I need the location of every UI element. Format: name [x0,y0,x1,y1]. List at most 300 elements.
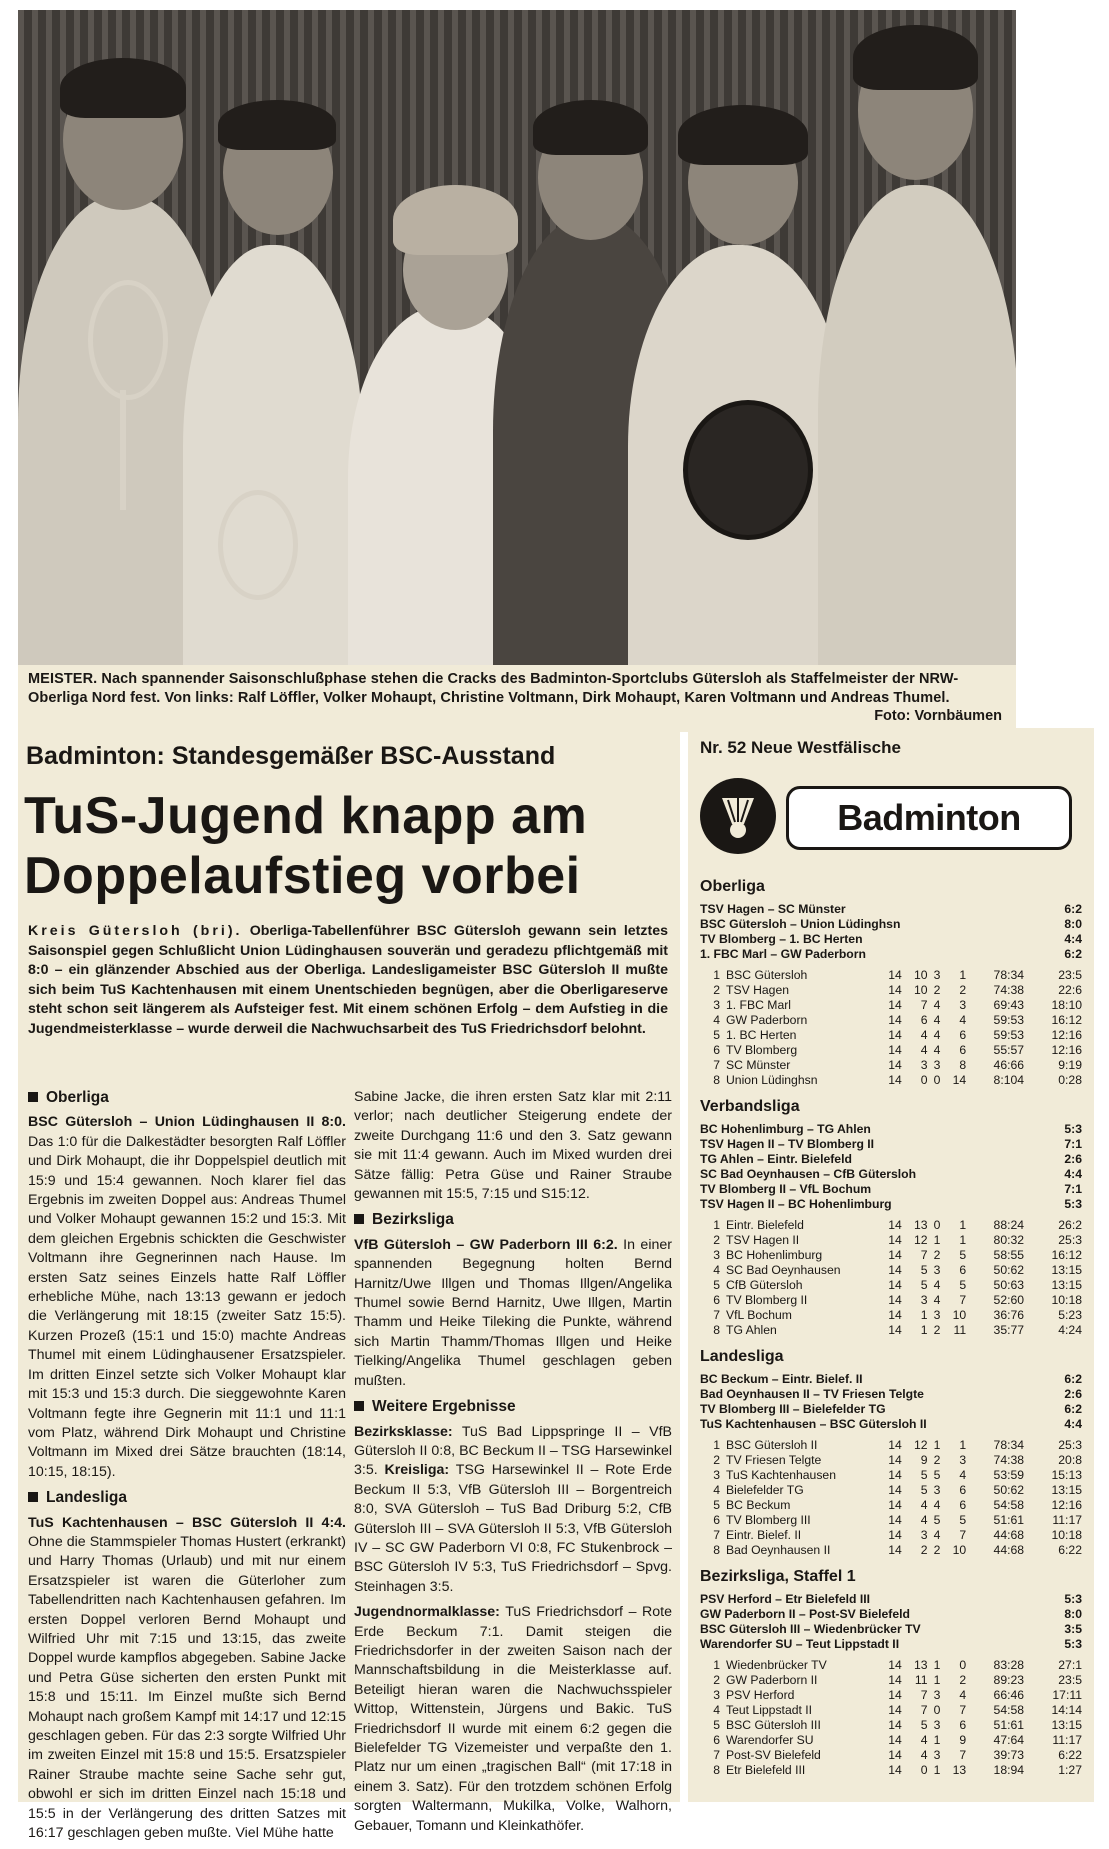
stat-cell: 5 [933,1468,941,1482]
badminton-title: Badminton [786,786,1072,850]
team-name: TV Friesen Telgte [726,1453,822,1467]
standings-row [700,1673,1082,1688]
stat-cell: 50:62 [993,1483,1025,1497]
shuttlecock-icon [700,778,776,854]
match-teams: BC Hohenlimburg – TG Ahlen [700,1122,871,1136]
stat-cell: 4 [920,1043,928,1057]
stat-cell: 50:62 [993,1263,1025,1277]
stat-cell: 20:8 [1058,1453,1082,1467]
badminton-logo [700,778,1076,854]
stat-cell: 1 [959,1218,967,1232]
team-name: CfB Gütersloh [726,1278,803,1292]
stat-cell: 0 [933,1073,941,1087]
match-score: 6:2 [1064,902,1082,916]
team-name: TV Blomberg III [726,1513,811,1527]
match-results [700,902,1082,962]
match-teams: TSV Hagen – SC Münster [700,902,846,916]
match-row [700,1592,1082,1607]
stat-cell: 4 [920,1498,928,1512]
stat-cell: 14 [888,1543,902,1557]
match-teams: TG Ahlen – Eintr. Bielefeld [700,1152,852,1166]
stat-cell: 4 [933,1498,941,1512]
article-column-2 [354,1088,672,1842]
match-row [700,902,1082,917]
match-score: 6:2 [1064,1372,1082,1386]
stat-cell: 11:17 [1052,1733,1082,1747]
stat-cell: 55:57 [993,1043,1025,1057]
stat-cell: 14 [888,983,902,997]
match-teams: SC Bad Oeynhausen – CfB Gütersloh [700,1167,917,1181]
team-name: TSV Hagen [726,983,790,997]
stat-cell: 88:24 [993,1218,1025,1232]
player-hair [218,100,336,150]
match-teams: TV Blomberg – 1. BC Herten [700,932,863,946]
dateline: Kreis Gütersloh (bri). [28,923,243,939]
stat-cell: 2 [959,983,967,997]
stat-cell: 6 [959,1718,967,1732]
badminton-racket-icon [218,490,298,600]
rank: 2 [713,1673,720,1687]
standings-row [700,1658,1082,1673]
stat-cell: 3 [920,1058,928,1072]
rank: 3 [713,1248,720,1262]
league-tables [700,868,1082,1778]
match-score: 8:0 [1064,1607,1082,1621]
stat-cell: 10 [952,1308,967,1322]
stat-cell: 12:16 [1051,1498,1082,1512]
match-row [700,1637,1082,1652]
match-teams: TSV Hagen II – TV Blomberg II [700,1137,875,1151]
stat-cell: 8:104 [993,1073,1025,1087]
match-score: 8:0 [1064,917,1082,931]
section-paragraph: TuS Kachtenhausen – BSC Gütersloh II 4:4. Ohne die Stammspieler Thomas Hustert (erkrankt) und Harry Thomas (Urlaub) und mit nur einem Ersatzspieler ist waren die Güterloher zum Tabellendritten nach Kachtenhausen gefahren. Im ersten Doppel verloren Bernd Mohaupt und Wilfried Uhr mit 7:15 und 13:15, das zweite Doppel wurde kampflos abgegeben. Sabine Jacke und Petra Güse sicherten den ersten Punkt mit 15:8 und 15:11. Im Einzel mußte sich Bernd Mohaupt nach großem Kampf mit 14:17 und 12:15 geschlagen geben. Für das 2:3 sorgte Wilfried Uhr im zweiten Einzel mit 15:8 und 15:5. Ersatzspieler Rainer Straube machte seine Sache sehr gut, obwohl er sich im dritten Einzel nach 15:18 und 15:5 in der Verlängerung des dritten Satzes mit 16:17 geschlagen geben mußte. Viel Mühe hatte [28,1514,346,1842]
rank: 5 [713,1028,720,1042]
stat-cell: 69:43 [993,998,1025,1012]
stat-cell: 2 [933,1453,941,1467]
match-score: 7:1 [1064,1137,1082,1151]
section-heading: Bezirksliga [354,1210,672,1229]
stat-cell: 14 [888,1263,902,1277]
rank: 3 [713,1468,720,1482]
stat-cell: 14 [888,1453,902,1467]
stat-cell: 14 [888,1483,902,1497]
rank: 4 [713,1263,720,1277]
team-name: BSC Gütersloh II [726,1438,818,1452]
stat-cell: 66:46 [993,1688,1025,1702]
league-heading: Verbandsliga [700,1098,800,1115]
player-hair [678,105,808,165]
match-score: 6:2 [1064,947,1082,961]
match-row [700,1622,1082,1637]
stat-cell: 4 [920,1513,928,1527]
stat-cell: 0 [920,1763,928,1777]
standings-row [700,1013,1082,1028]
stat-cell: 3 [933,1483,941,1497]
stat-cell: 14 [888,1218,902,1232]
stat-cell: 4 [959,1468,967,1482]
match-result: VfB Gütersloh – GW Paderborn III 6:2. [354,1236,618,1253]
stat-cell: 1 [959,1233,967,1247]
league-heading: Landesliga [700,1348,784,1365]
stat-cell: 13 [952,1763,967,1777]
standings-row [700,1703,1082,1718]
section-heading: Oberliga [28,1088,346,1107]
stat-cell: 50:63 [993,1278,1025,1292]
team-name: PSV Herford [726,1688,795,1702]
section-paragraph: Bezirksklasse: TuS Bad Lippspringe II – VfB Gütersloh II 0:8, BC Beckum II – TSG Harsewinkel 3:5. Kreisliga: TSG Harsewinkel II – Rote Erde Beckum II 5:3, VfB Gütersloh III – Borgentreich 8:0, SVA Gütersloh – TuS Bad Driburg 5:2, CfB Gütersloh III – SVA Gütersloh II 5:3, VfB Gütersloh IV – SC GW Paderborn VI 0:8, FC Stukenbrock – BSC Gütersloh IV 5:3, TuS Friedrichsdorf – Spvg. Steinhagen 3:5. [354,1423,672,1595]
match-row [700,1607,1082,1622]
stat-cell: 11:17 [1052,1513,1082,1527]
stat-cell: 4 [920,1733,928,1747]
match-row [700,1137,1082,1152]
standings-row [700,1543,1082,1558]
rank: 5 [713,1718,720,1732]
stat-cell: 7 [920,1248,928,1262]
team-name: Etr Bielefeld III [726,1763,806,1777]
stat-cell: 59:53 [993,1013,1025,1027]
stat-cell: 14 [888,1658,902,1672]
stat-cell: 2 [933,1248,941,1262]
standings-row [700,1438,1082,1453]
stat-cell: 10 [913,968,928,982]
stat-cell: 10 [913,983,928,997]
match-teams: 1. FBC Marl – GW Paderborn [700,947,866,961]
stat-cell: 1 [933,1733,941,1747]
league-heading: Oberliga [700,878,765,895]
article-headline: TuS-Jugend knapp am Doppelaufstieg vorbei [24,787,588,905]
stat-cell: 3 [933,1688,941,1702]
stat-cell: 78:34 [993,968,1025,982]
player-hair [533,100,648,155]
stat-cell: 51:61 [993,1718,1025,1732]
match-row [700,947,1082,962]
stat-cell: 8 [959,1058,967,1072]
rank: 8 [713,1763,720,1777]
square-bullet-icon [354,1401,364,1411]
match-teams: BSC Gütersloh – Union Lüdinghsn [700,917,901,931]
standings-row [700,1073,1082,1088]
league-heading: Bezirksliga, Staffel 1 [700,1568,856,1585]
stat-cell: 1 [933,1673,941,1687]
match-score: 5:3 [1064,1122,1082,1136]
stat-cell: 4 [959,1688,967,1702]
stat-cell: 4:24 [1058,1323,1082,1337]
stat-cell: 14 [888,1278,902,1292]
match-score: 4:4 [1064,1417,1082,1431]
stat-cell: 4 [933,1028,941,1042]
results-panel [688,728,1094,1802]
stat-cell: 14 [888,1718,902,1732]
stat-cell: 5:23 [1058,1308,1082,1322]
standings-row [700,1733,1082,1748]
standings-row [700,983,1082,998]
standings-row [700,1483,1082,1498]
stat-cell: 44:68 [993,1543,1025,1557]
stat-cell: 14 [888,1528,902,1542]
stat-cell: 10:18 [1051,1528,1082,1542]
match-score: 3:5 [1064,1622,1082,1636]
stat-cell: 58:55 [993,1248,1025,1262]
stat-cell: 54:58 [993,1703,1025,1717]
stat-cell: 80:32 [993,1233,1025,1247]
team-name: VfL Bochum [726,1308,792,1322]
section-paragraph: BSC Gütersloh – Union Lüdinghausen II 8:0. Das 1:0 für die Dalkestädter besorgten Ralf Löffler und Dirk Mohaupt, die ihr Doppelspiel deutlich mit 15:9 und 15:4 gewannen. Noch klarer fiel das Ergebnis im zweiten Doppel aus: Andreas Thumel und Volker Mohaupt gewannen 15:2 und 15:3. Mit dem gleichen Ergebnis schickten die Geschwister Voltmann ihre Gegnerinnen nach Hause. Im ersten Satz seines Einzels hatte Ralf Löffler erhebliche Mühe, nach 13:13 gewann er jedoch die Verlängerung mit 18:15 (zweiter Satz 15:5). Kurzen Prozeß (15:1 und 15:0) machte Andreas Thumel mit einem Lüdinghausener Ersatzspieler. Im dritten Einzel setzte sich Volker Mohaupt klar mit 15:3 und 15:3 durch. Die sieggewohnte Karen Voltmann fegte ihre Gegnerin mit 11:1 und 11:1 vom Platz, während Dirk Mohaupt und Christine Voltmann im Mixed drei Sätze brauchten (18:14, 10:15, 18:15). [28,1114,346,1480]
stat-cell: 7 [959,1528,967,1542]
stat-cell: 1 [920,1308,928,1322]
stat-cell: 4 [933,1293,941,1307]
article-column-1 [28,1088,346,1849]
match-row [700,1417,1082,1432]
stat-cell: 18:10 [1051,998,1082,1012]
stat-cell: 12:16 [1051,1043,1082,1057]
team-name: BC Hohenlimburg [726,1248,823,1262]
standings-row [700,1218,1082,1233]
stat-cell: 5 [920,1718,928,1732]
stat-cell: 14 [888,1438,902,1452]
stat-cell: 14 [888,1248,902,1262]
stat-cell: 14 [888,1733,902,1747]
standings-row [700,1248,1082,1263]
match-score: 5:3 [1064,1197,1082,1211]
stat-cell: 7 [959,1703,967,1717]
rank: 2 [713,1453,720,1467]
stat-cell: 14 [888,968,902,982]
match-row [700,1387,1082,1402]
team-name: TV Blomberg II [726,1293,808,1307]
stat-cell: 2 [920,1543,928,1557]
team-name: TV Blomberg [726,1043,798,1057]
match-row [700,932,1082,947]
standings-row [700,1293,1082,1308]
stat-cell: 5 [959,1248,967,1262]
stat-cell: 23:5 [1058,1673,1082,1687]
standings-table [700,1218,1082,1338]
standings-row [700,1028,1082,1043]
stat-cell: 0 [933,1218,941,1232]
stat-cell: 12 [913,1233,928,1247]
stat-cell: 6 [959,1028,967,1042]
stat-cell: 5 [920,1468,928,1482]
stat-cell: 44:68 [993,1528,1025,1542]
stat-cell: 5 [920,1278,928,1292]
article [18,732,680,1842]
stat-cell: 0 [933,1703,941,1717]
rank: 8 [713,1073,720,1087]
stat-cell: 3 [959,1453,967,1467]
stat-cell: 14 [888,1763,902,1777]
stat-cell: 4 [933,1013,941,1027]
rank: 3 [713,998,720,1012]
match-score: 4:4 [1064,1167,1082,1181]
photo-section [18,10,1016,732]
standings-table [700,1438,1082,1558]
stat-cell: 11 [953,1323,967,1337]
match-score: 6:2 [1064,1402,1082,1416]
stat-cell: 3 [933,968,941,982]
stat-cell: 23:5 [1058,968,1082,982]
stat-cell: 51:61 [993,1513,1025,1527]
player-hair [60,58,186,118]
stat-cell: 2 [959,1673,967,1687]
badminton-racket-icon [88,280,168,400]
match-teams: TV Blomberg II – VfL Bochum [700,1182,872,1196]
stat-cell: 36:76 [993,1308,1025,1322]
section-paragraph: Sabine Jacke, die ihren ersten Satz klar mit 2:11 verlor; nach deutlicher Steigerung endete der zweite Durchgang 11:6 und den 3. Satz gewann sie mit 11:4 gewann. Auch im Mixed wurden drei Sätze fällig: Petra Güse und Rainer Straube gewannen mit 15:5, 7:15 und S15:12. [354,1089,672,1203]
stat-cell: 14 [888,1498,902,1512]
team-name: GW Paderborn II [726,1673,818,1687]
team-name: 1. BC Herten [726,1028,797,1042]
stat-cell: 1 [959,968,967,982]
stat-cell: 14:14 [1051,1703,1082,1717]
player-hair [853,25,978,90]
standings-row [700,1513,1082,1528]
standings-row [700,1688,1082,1703]
stat-cell: 1 [933,1233,941,1247]
stat-cell: 7 [959,1748,967,1762]
rank: 8 [713,1323,720,1337]
stat-cell: 26:2 [1058,1218,1082,1232]
stat-cell: 4 [933,1528,941,1542]
rank: 4 [713,1483,720,1497]
match-row [700,1167,1082,1182]
badminton-racket-icon [683,400,813,540]
match-teams: BSC Gütersloh III – Wiedenbrücker TV [700,1622,921,1636]
standings-row [700,1043,1082,1058]
stat-cell: 22:6 [1058,983,1082,997]
match-score: 5:3 [1064,1637,1082,1651]
stat-cell: 9 [959,1733,967,1747]
standings-row [700,1233,1082,1248]
rank: 4 [713,1013,720,1027]
stat-cell: 14 [888,1073,902,1087]
stat-cell: 6 [920,1013,928,1027]
stat-cell: 1 [959,1438,967,1452]
stat-cell: 9 [920,1453,928,1467]
stat-cell: 14 [888,1468,902,1482]
stat-cell: 1:27 [1058,1763,1082,1777]
standings-row [700,998,1082,1013]
team-name: TSV Hagen II [726,1233,800,1247]
rank: 1 [713,1438,720,1452]
stat-cell: 10:18 [1051,1293,1082,1307]
photo-credit: Foto: Vornbäumen [874,708,1002,724]
standings-row [700,1453,1082,1468]
stat-cell: 3 [920,1293,928,1307]
standings-row [700,1058,1082,1073]
rank: 6 [713,1043,720,1057]
rank: 1 [713,1218,720,1232]
team-name: Post-SV Bielefeld [726,1748,821,1762]
stat-cell: 7 [959,1293,967,1307]
stat-cell: 83:28 [993,1658,1025,1672]
rank: 2 [713,1233,720,1247]
stat-cell: 13 [913,1218,928,1232]
stat-cell: 54:58 [993,1498,1025,1512]
team-name: BSC Gütersloh III [726,1718,821,1732]
rank: 7 [713,1058,720,1072]
section-heading: Landesliga [28,1488,346,1507]
match-teams: PSV Herford – Etr Bielefeld III [700,1592,870,1606]
match-teams: Warendorfer SU – Teut Lippstadt II [700,1637,900,1651]
rank: 7 [713,1308,720,1322]
rank: 7 [713,1528,720,1542]
stat-cell: 14 [888,1293,902,1307]
standings-row [700,1468,1082,1483]
team-name: Bielefelder TG [726,1483,804,1497]
rank: 7 [713,1748,720,1762]
rank: 8 [713,1543,720,1557]
team-name: TuS Kachtenhausen [726,1468,836,1482]
stat-cell: 6 [959,1483,967,1497]
racket-handle [120,390,126,510]
stat-cell: 5 [920,1263,928,1277]
rank: 6 [713,1733,720,1747]
stat-cell: 78:34 [993,1438,1025,1452]
stat-cell: 7 [920,998,928,1012]
match-results [700,1372,1082,1432]
stat-cell: 3 [933,1748,941,1762]
stat-cell: 3 [933,1263,941,1277]
stat-cell: 14 [888,1308,902,1322]
stat-cell: 14 [888,1058,902,1072]
issue-header: Nr. 52 Neue Westfälische [700,738,901,757]
rank: 3 [713,1688,720,1702]
stat-cell: 5 [933,1513,941,1527]
stat-cell: 18:94 [993,1763,1025,1777]
stat-cell: 6:22 [1058,1748,1082,1762]
photo-caption: MEISTER. Nach spannender Saisonschlußphase stehen die Cracks des Badminton-Sportclubs Gütersloh als Staffelmeister der NRW-Oberliga Nord fest. Von links: Ralf Löffler, Volker Mohaupt, Christine Voltmann, Dirk Mohaupt, Karen Voltmann und Andreas Thumel. [28,671,959,706]
standings-row [700,1528,1082,1543]
stat-cell: 14 [888,1028,902,1042]
stat-cell: 14 [888,1748,902,1762]
stat-cell: 14 [888,1673,902,1687]
match-teams: TuS Kachtenhausen – BSC Gütersloh II [700,1417,927,1431]
match-teams: Bad Oeynhausen II – TV Friesen Telgte [700,1387,924,1401]
stat-cell: 4 [959,1013,967,1027]
stat-cell: 3 [920,1528,928,1542]
stat-cell: 13 [913,1658,928,1672]
stat-cell: 5 [959,1513,967,1527]
rank: 1 [713,1658,720,1672]
stat-cell: 3 [933,1308,941,1322]
stat-cell: 0 [959,1658,967,1672]
team-name: GW Paderborn [726,1013,808,1027]
stat-cell: 11 [914,1673,928,1687]
team-name: Wiedenbrücker TV [726,1658,827,1672]
team-name: TG Ahlen [726,1323,777,1337]
stat-cell: 53:59 [993,1468,1025,1482]
section-heading: Weitere Ergebnisse [354,1397,672,1416]
match-score: 4:4 [1064,932,1082,946]
stat-cell: 6 [959,1263,967,1277]
stat-cell: 3 [933,1718,941,1732]
stat-cell: 3 [959,998,967,1012]
stat-cell: 6 [959,1043,967,1057]
standings-row [700,1323,1082,1338]
match-score: 2:6 [1064,1152,1082,1166]
stat-cell: 2 [933,1543,941,1557]
square-bullet-icon [28,1092,38,1102]
stat-cell: 46:66 [993,1058,1025,1072]
match-result: BSC Gütersloh – Union Lüdinghausen II 8:0. [28,1114,346,1131]
stat-cell: 6:22 [1058,1543,1082,1557]
match-teams: GW Paderborn II – Post-SV Bielefeld [700,1607,910,1621]
team-name: SC Münster [726,1058,791,1072]
stat-cell: 14 [888,1703,902,1717]
standings-row [700,1498,1082,1513]
team-name: Union Lüdinghsn [726,1073,818,1087]
rank: 1 [713,968,720,982]
